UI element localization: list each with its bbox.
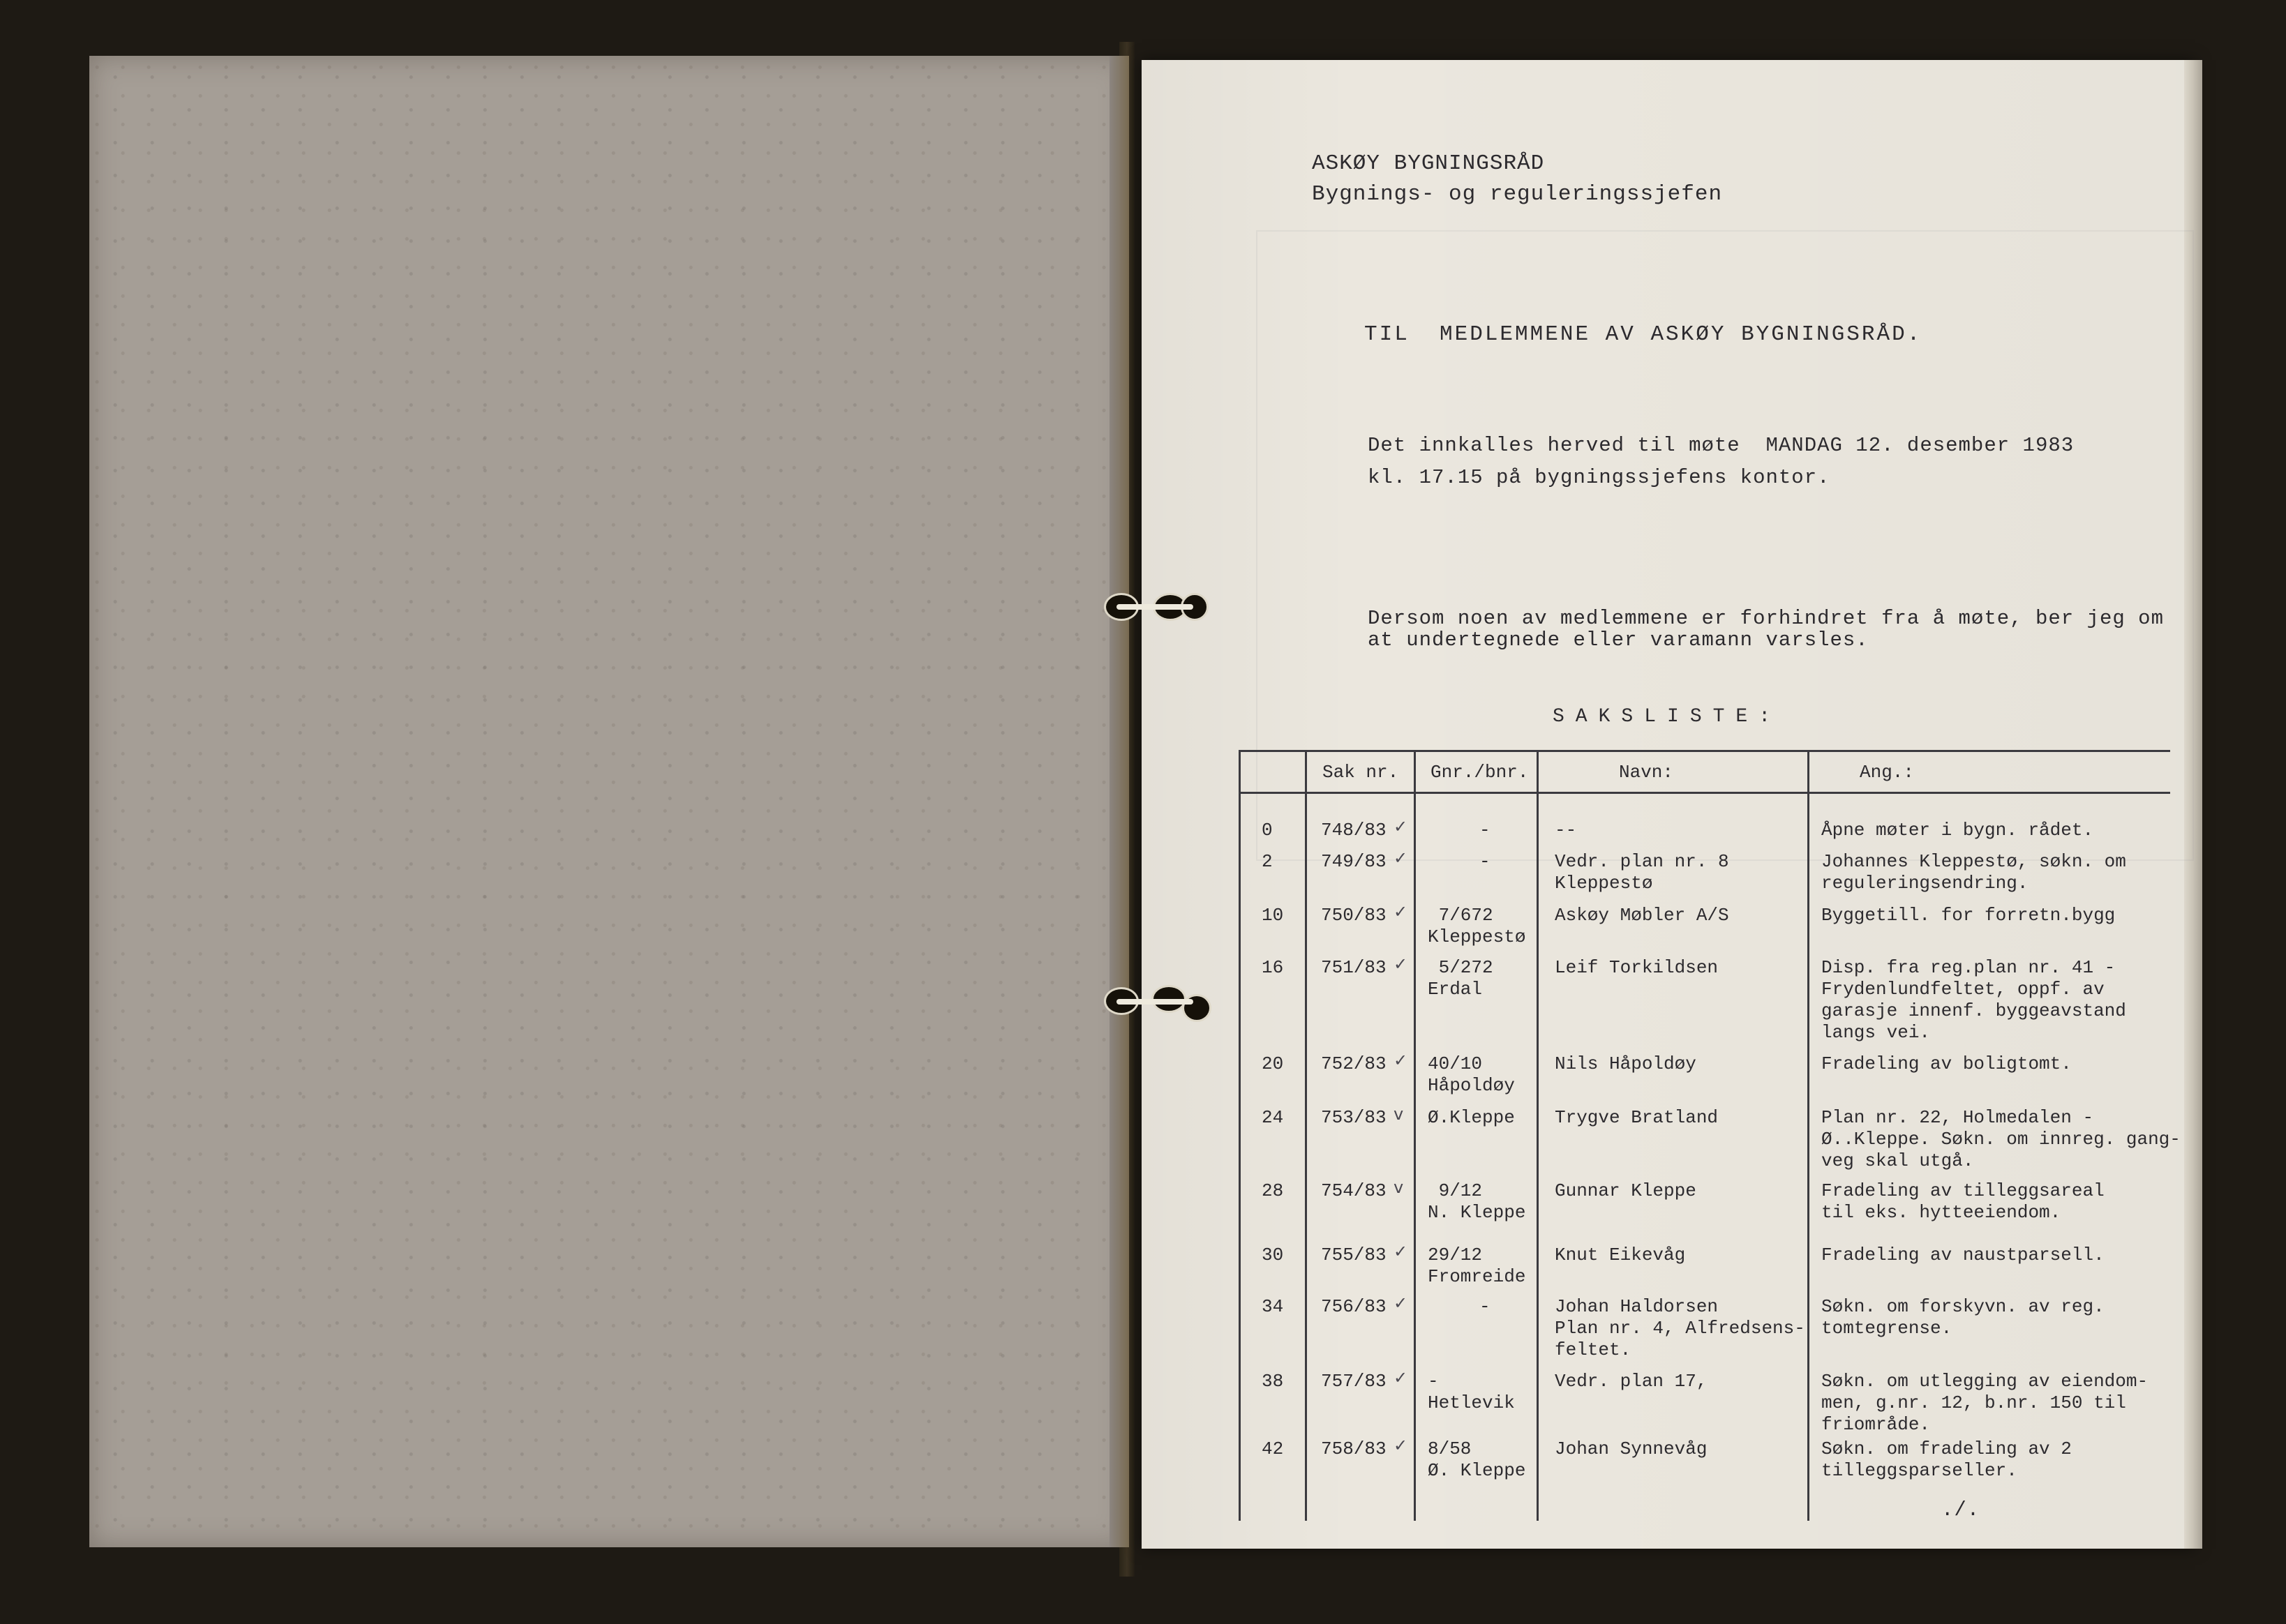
header-sak: Sak nr. [1322,762,1399,783]
sak-number-cell: 758/83 [1321,1438,1387,1459]
sak-number-cell: 752/83 [1321,1053,1387,1074]
check-mark-icon: ✓ [1394,954,1408,974]
navn-cell: Askøy Møbler A/S [1555,905,1729,926]
page-number-cell: 20 [1262,1053,1284,1074]
page-title: TIL MEDLEMMENE AV ASKØY BYGNINGSRÅD. [1364,322,1922,347]
check-mark-icon: ✓ [1394,1293,1408,1313]
page-number-cell: 2 [1262,851,1273,872]
gnr-bnr-cell: 8/58 Ø. Kleppe [1428,1438,1526,1481]
table-col-line [1537,750,1539,1521]
check-mark-icon: ✓ [1394,1368,1408,1388]
navn-cell: Vedr. plan 17, [1555,1371,1708,1392]
check-mark-icon: ✓ [1394,902,1408,922]
check-mark-icon: ✓ [1394,1436,1408,1455]
ang-cell: Plan nr. 22, Holmedalen - Ø..Kleppe. Søkn. om innreg. gang- veg skal utgå. [1821,1107,2181,1171]
sak-number-cell: 754/83 [1321,1180,1387,1201]
gnr-bnr-cell: 5/272 Erdal [1428,957,1493,1000]
navn-cell: Leif Torkildsen [1555,957,1719,978]
binding-string-upper [1116,604,1193,610]
continuation-mark: ./. [1941,1498,1980,1521]
navn-cell: -- [1555,820,1577,841]
ang-cell: Byggetill. for forretn.bygg [1821,905,2116,926]
page-number-cell: 30 [1262,1245,1284,1265]
ang-cell: Søkn. om utlegging av eiendom- men, g.nr. 12, b.nr. 150 til friområde. [1821,1371,2149,1435]
check-mark-icon: v [1394,1178,1404,1197]
table-col-line [1807,750,1809,1521]
ang-cell: Åpne møter i bygn. rådet. [1821,820,2094,841]
page-number-cell: 16 [1262,957,1284,978]
sak-number-cell: 749/83 [1321,851,1387,872]
check-mark-icon: ✓ [1394,848,1408,868]
page-number-cell: 0 [1262,820,1273,841]
check-mark-icon: ✓ [1394,817,1408,836]
table-header-rule [1239,792,2170,794]
page-number-cell: 42 [1262,1438,1284,1459]
table-col-line [1305,750,1307,1521]
check-mark-icon: v [1394,1104,1404,1124]
binding-hole-lower-3 [1182,994,1211,1022]
back-cover [89,56,1129,1547]
table-top-rule [1239,750,2170,752]
sak-number-cell: 751/83 [1321,957,1387,978]
ang-cell: Johannes Kleppestø, søkn. om reguleringsendring. [1821,851,2126,894]
header-gnr: Gnr./bnr. [1430,762,1529,783]
header-ang: Ang.: [1860,762,1915,783]
table-col-line [1414,750,1416,1521]
gnr-bnr-cell: 9/12 N. Kleppe [1428,1180,1526,1223]
sak-number-cell: 750/83 [1321,905,1387,926]
sak-number-cell: 756/83 [1321,1296,1387,1317]
notice-line-1: Det innkalles herved til møte MANDAG 12. desember 1983 [1368,434,2075,457]
gnr-bnr-cell: Ø.Kleppe [1428,1107,1515,1128]
saksliste-title: SAKSLISTE: [1553,706,1782,728]
gnr-bnr-cell: - [1479,1296,1491,1317]
navn-cell: Johan Haldorsen Plan nr. 4, Alfredsens- feltet. [1555,1296,1805,1360]
gnr-bnr-cell: 29/12 Fromreide [1428,1245,1526,1287]
ang-cell: Fradeling av tilleggsareal til eks. hytteeiendom. [1821,1180,2105,1223]
page-number-cell: 28 [1262,1180,1284,1201]
cover-edge [1110,56,1129,1547]
navn-cell: Vedr. plan nr. 8 Kleppestø [1555,851,1729,894]
sak-number-cell: 748/83 [1321,820,1387,841]
notice-line-2: kl. 17.15 på bygningssjefens kontor. [1368,466,1830,489]
notice-line-4: at undertegnede eller varamann varsles. [1368,629,1869,652]
sak-number-cell: 757/83 [1321,1371,1387,1392]
navn-cell: Knut Eikevåg [1555,1245,1686,1265]
page-number-cell: 34 [1262,1296,1284,1317]
sak-number-cell: 755/83 [1321,1245,1387,1265]
gnr-bnr-cell: - [1479,851,1491,872]
gnr-bnr-cell: - Hetlevik [1428,1371,1515,1413]
ang-cell: Søkn. om fradeling av 2 tilleggsparseller. [1821,1438,2072,1481]
notice-line-3: Dersom noen av medlemmene er forhindret fra å møte, ber jeg om [1368,607,2164,630]
table-col-line [1239,750,1241,1521]
ang-cell: Søkn. om forskyvn. av reg. tomtegrense. [1821,1296,2105,1339]
page-number-cell: 24 [1262,1107,1284,1128]
letterhead-org: ASKØY BYGNINGSRÅD [1312,151,1545,176]
ang-cell: Fradeling av boligtomt. [1821,1053,2072,1074]
binding-string-lower [1116,999,1193,1005]
page-number-cell: 10 [1262,905,1284,926]
check-mark-icon: ✓ [1394,1242,1408,1261]
navn-cell: Nils Håpoldøy [1555,1053,1696,1074]
navn-cell: Johan Synnevåg [1555,1438,1708,1459]
check-mark-icon: ✓ [1394,1051,1408,1070]
header-navn: Navn: [1619,762,1674,783]
gnr-bnr-cell: 7/672 Kleppestø [1428,905,1526,947]
gnr-bnr-cell: - [1479,820,1491,841]
navn-cell: Trygve Bratland [1555,1107,1719,1128]
gnr-bnr-cell: 40/10 Håpoldøy [1428,1053,1515,1096]
page-number-cell: 38 [1262,1371,1284,1392]
letterhead-dept: Bygnings- og reguleringssjefen [1312,182,1723,206]
navn-cell: Gunnar Kleppe [1555,1180,1696,1201]
ang-cell: Disp. fra reg.plan nr. 41 - Frydenlundfeltet, oppf. av garasje innenf. byggeavstand langs vei. [1821,957,2126,1043]
sak-number-cell: 753/83 [1321,1107,1387,1128]
ang-cell: Fradeling av naustparsell. [1821,1245,2105,1265]
